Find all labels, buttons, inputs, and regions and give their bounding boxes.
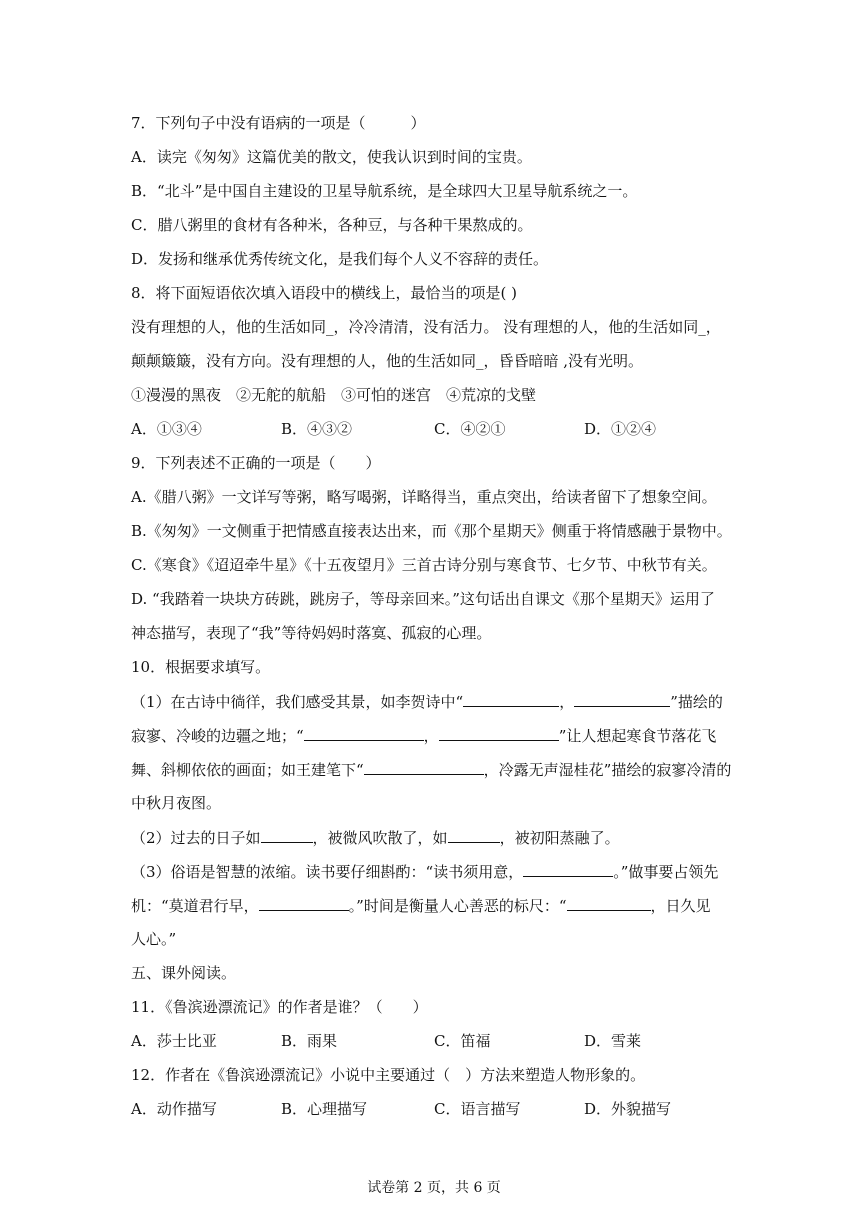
q12-option-c: C．语言描写 (434, 1100, 521, 1118)
answer-blank[interactable] (463, 691, 559, 707)
q10-part1-text: （1）在古诗中徜徉，我们感受其景，如李贺诗中“ (131, 693, 464, 711)
q8-option-a: A．①③④ (131, 420, 202, 438)
q12-option-a: A．动作描写 (131, 1100, 217, 1118)
q7-option-c: C．腊八粥里的食材有各种米，各种豆，与各种干果熬成的。 (131, 216, 533, 234)
q8-option-c: C．④②① (434, 420, 506, 438)
section-heading: 五、课外阅读。 (131, 964, 237, 982)
page-footer: 试卷第 2 页，共 6 页 (367, 1180, 501, 1196)
answer-blank[interactable] (448, 827, 500, 843)
q10-part3-text: （3）俗语是智慧的浓缩。读书要仔细斟酌：“读书须用意， (131, 863, 524, 881)
q10-part3-text: 。”做事要占领先 (613, 863, 719, 881)
q11-option-a: A．莎士比亚 (131, 1032, 217, 1050)
q12-option-d: D．外貌描写 (584, 1100, 672, 1118)
q9-option-b: B.《匆匆》一文侧重于把情感直接表达出来，而《那个星期天》侧重于将情感融于景物中。 (131, 522, 732, 540)
q12-option-b: B．心理描写 (281, 1100, 368, 1118)
q10-part3-text: ，日久见 (650, 897, 711, 915)
q8-stem: 8．将下面短语依次填入语段中的横线上，最恰当的项是( ) (131, 284, 518, 302)
q10-part3-text: 机：“莫道君行早， (131, 897, 259, 915)
q9-option-c: C.《寒食》《迢迢牵牛星》《十五夜望月》三首古诗分别与寒食节、七夕节、中秋节有关。 (131, 556, 717, 574)
q10-part3-line1 (131, 861, 718, 882)
q10-part1-line3 (131, 759, 731, 780)
q8-option-b: B．④③② (281, 420, 353, 438)
q8-paragraph-line2: 颠颠簸簸，没有方向。没有理想的人，他的生活如同_，昏昏暗暗 ,没有光明。 (131, 352, 644, 370)
q10-part1-text: ，冷露无声湿桂花”描绘的寂寥冷清的 (483, 761, 732, 779)
q11-option-d: D．雪莱 (584, 1032, 642, 1050)
answer-blank[interactable] (259, 895, 349, 911)
q10-part1-comma: ， (559, 693, 575, 711)
q12-stem: 12．作者在《鲁滨逊漂流记》小说中主要通过（ ）方法来塑造人物形象的。 (131, 1066, 646, 1084)
q9-stem: 9．下列表述不正确的一项是（ ） (131, 454, 381, 472)
q10-part1-text: 舞、斜柳依依的画面；如王建笔下“ (131, 761, 364, 779)
q7-stem: 7．下列句子中没有语病的一项是（ ） (131, 114, 426, 132)
q7-option-a: A．读完《匆匆》这篇优美的散文，使我认识到时间的宝贵。 (131, 148, 532, 166)
q11-option-c: C．笛福 (434, 1032, 491, 1050)
q10-part1-line1 (131, 691, 723, 712)
answer-blank[interactable] (567, 895, 651, 911)
q11-stem: 11．《鲁滨逊漂流记》的作者是谁？（ ） (131, 998, 428, 1016)
answer-blank[interactable] (574, 691, 670, 707)
q10-part1-text: ”让人想起寒食节落花飞 (558, 727, 717, 745)
q10-part2-text: （2）过去的日子如 (131, 829, 261, 847)
q7-option-b: B．“北斗”是中国自主建设的卫星导航系统，是全球四大卫星导航系统之一。 (131, 182, 638, 200)
q10-part2 (131, 827, 620, 848)
q10-part3-line2 (131, 895, 711, 916)
q10-stem: 10．根据要求填写。 (131, 658, 271, 676)
q10-part1-text: ”描绘的 (670, 693, 723, 711)
q10-part1-line4: 中秋月夜图。 (131, 794, 222, 812)
q10-part1-text: 寂寥、冷峻的边疆之地；“ (131, 727, 304, 745)
q8-option-d: D．①②④ (584, 420, 657, 438)
q8-paragraph-line1: 没有理想的人，他的生活如同_，冷冷清清，没有活力。 没有理想的人，他的生活如同_， (131, 318, 721, 336)
answer-blank[interactable] (304, 725, 424, 741)
answer-blank[interactable] (439, 725, 559, 741)
q11-option-b: B．雨果 (281, 1032, 338, 1050)
q9-option-d-line1: D. “我踏着一块块方砖跳，跳房子，等母亲回来。”这句话出自课文《那个星期天》运用了 (131, 590, 715, 608)
answer-blank[interactable] (523, 861, 613, 877)
q10-part3-line3: 人心。” (131, 930, 177, 948)
q9-option-a: A.《腊八粥》一文详写等粥，略写喝粥，详略得当，重点突出，给读者留下了想象空间。 (131, 488, 717, 506)
q9-option-d-line2: 神态描写，表现了“我”等待妈妈时落寞、孤寂的心理。 (131, 624, 492, 642)
q7-option-d: D．发扬和继承优秀传统文化，是我们每个人义不容辞的责任。 (131, 250, 549, 268)
q10-part2-text: ，被初阳蒸融了。 (499, 829, 620, 847)
q10-part3-text: 。”时间是衡量人心善恶的标尺：“ (348, 897, 567, 915)
q10-part2-text: ，被微风吹散了，如 (312, 829, 448, 847)
answer-blank[interactable] (364, 759, 484, 775)
q8-phrases: ①漫漫的黑夜 ②无舵的航船 ③可怕的迷宫 ④荒凉的戈壁 (131, 386, 537, 404)
answer-blank[interactable] (261, 827, 313, 843)
q10-part1-line2 (131, 725, 716, 746)
q10-part1-comma: ， (423, 727, 439, 745)
